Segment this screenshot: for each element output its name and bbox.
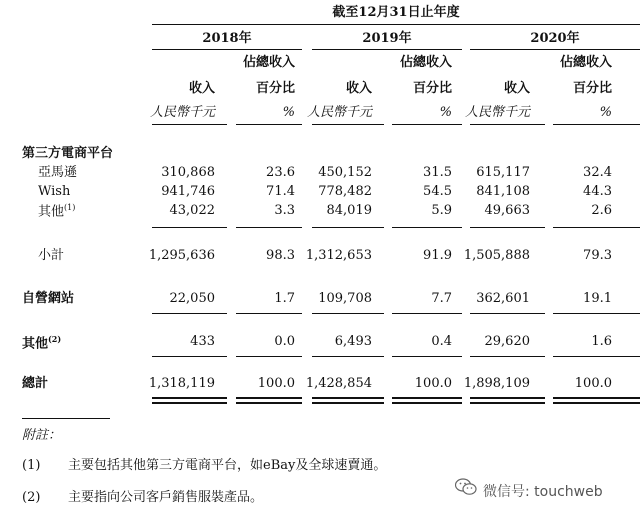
cell: 29,620 bbox=[484, 334, 530, 349]
cell: 1,318,119 bbox=[148, 376, 215, 391]
total-rule-top-2 bbox=[236, 397, 302, 399]
total-rule-top-4 bbox=[392, 397, 462, 399]
cell: 79.3 bbox=[583, 248, 612, 263]
cell: 43,022 bbox=[169, 203, 215, 218]
cell: 84,019 bbox=[326, 203, 372, 218]
unit-rule-2 bbox=[236, 124, 302, 125]
year-2020: 2020年 bbox=[530, 31, 580, 46]
others-rule-2 bbox=[236, 356, 302, 357]
unit-rule-1 bbox=[152, 124, 227, 125]
footnote-ref-2: (2) bbox=[48, 334, 62, 344]
unit-rule-3 bbox=[312, 124, 384, 125]
unit-rule-6 bbox=[553, 124, 640, 125]
cell: 44.3 bbox=[583, 184, 612, 199]
cell: 615,117 bbox=[476, 165, 530, 180]
row-label-own-site: 自營網站 bbox=[22, 291, 75, 306]
total-rule-bottom-1 bbox=[152, 402, 227, 404]
col-revenue-2019: 收入 bbox=[345, 81, 372, 96]
unit-revenue-2019: 人民幣千元 bbox=[306, 105, 372, 120]
unit-pct-2019: % bbox=[439, 105, 452, 120]
col-share-l2-2018: 百分比 bbox=[255, 81, 295, 96]
row-label-total: 總計 bbox=[22, 376, 49, 391]
note-num-1: (1) bbox=[22, 458, 41, 473]
others-rule-4 bbox=[392, 356, 462, 357]
cell: 1,428,854 bbox=[305, 376, 372, 391]
total-rule-top-5 bbox=[470, 397, 545, 399]
total-rule-bottom-6 bbox=[553, 402, 640, 404]
subtotal-rule-3 bbox=[312, 227, 384, 228]
footnote-ref-1: (1) bbox=[64, 203, 76, 212]
others-rule-1 bbox=[152, 356, 227, 357]
col-share-l2-2019: 百分比 bbox=[412, 81, 452, 96]
cell: 310,868 bbox=[161, 165, 215, 180]
cell: 1,898,109 bbox=[463, 376, 530, 391]
note-text-2: 主要指向公司客戶銷售服裝產品。 bbox=[68, 490, 264, 505]
col-share-l2-2020: 百分比 bbox=[572, 81, 612, 96]
others-rule-6 bbox=[553, 356, 640, 357]
cell: 22,050 bbox=[169, 291, 215, 306]
own-site-rule-5 bbox=[470, 313, 545, 314]
col-share-l1-2019: 佔總收入 bbox=[399, 55, 452, 70]
note-num-2: (2) bbox=[22, 490, 41, 505]
cell: 2.6 bbox=[591, 203, 612, 218]
wechat-icon bbox=[455, 478, 477, 496]
cell: 54.5 bbox=[423, 184, 452, 199]
row-label-text: 其他 bbox=[38, 204, 65, 220]
unit-revenue-2020: 人民幣千元 bbox=[464, 105, 530, 120]
year-rule-2020 bbox=[470, 49, 640, 50]
unit-revenue-2018: 人民幣千元 bbox=[149, 105, 215, 120]
own-site-rule-1 bbox=[152, 313, 227, 314]
year-2019: 2019年 bbox=[362, 31, 412, 46]
total-rule-bottom-5 bbox=[470, 402, 545, 404]
unit-pct-2018: % bbox=[282, 105, 295, 120]
note-text-1: 主要包括其他第三方電商平台，如eBay及全球速賣通。 bbox=[68, 458, 387, 473]
others-rule-5 bbox=[470, 356, 545, 357]
watermark-text: 微信号: touchweb bbox=[483, 484, 603, 500]
third-party-header: 第三方電商平台 bbox=[22, 146, 114, 161]
cell: 1,505,888 bbox=[463, 248, 530, 263]
total-rule-bottom-3 bbox=[312, 402, 384, 404]
unit-rule-4 bbox=[392, 124, 462, 125]
cell: 0.0 bbox=[274, 334, 295, 349]
cell: 0.4 bbox=[431, 334, 452, 349]
cell: 19.1 bbox=[583, 291, 612, 306]
header-rule bbox=[152, 24, 640, 25]
col-share-l1-2018: 佔總收入 bbox=[242, 55, 295, 70]
cell: 3.3 bbox=[274, 203, 295, 218]
subtotal-rule-5 bbox=[470, 227, 545, 228]
cell: 100.0 bbox=[414, 376, 452, 391]
cell: 7.7 bbox=[431, 291, 452, 306]
unit-pct-2020: % bbox=[599, 105, 612, 120]
notes-separator bbox=[22, 418, 110, 419]
cell: 32.4 bbox=[583, 165, 612, 180]
cell: 5.9 bbox=[431, 203, 452, 218]
cell: 100.0 bbox=[257, 376, 295, 391]
cell: 31.5 bbox=[423, 165, 452, 180]
cell: 91.9 bbox=[423, 248, 452, 263]
cell: 362,601 bbox=[476, 291, 530, 306]
row-label-text: 其他 bbox=[22, 336, 49, 352]
own-site-rule-6 bbox=[553, 313, 640, 314]
cell: 109,708 bbox=[318, 291, 372, 306]
cell: 100.0 bbox=[574, 376, 612, 391]
cell: 1.7 bbox=[274, 291, 295, 306]
cell: 49,663 bbox=[484, 203, 530, 218]
total-rule-bottom-4 bbox=[392, 402, 462, 404]
total-rule-top-6 bbox=[553, 397, 640, 399]
cell: 450,152 bbox=[318, 165, 372, 180]
cell: 841,108 bbox=[476, 184, 530, 199]
year-rule-2018 bbox=[152, 49, 302, 50]
total-rule-bottom-2 bbox=[236, 402, 302, 404]
notes-heading: 附註： bbox=[22, 428, 62, 443]
row-label-others-platform bbox=[38, 204, 75, 218]
cell: 6,493 bbox=[334, 334, 372, 349]
period-title: 截至12月31日止年度 bbox=[332, 5, 460, 20]
cell: 1.6 bbox=[591, 334, 612, 349]
total-rule-top-3 bbox=[312, 397, 384, 399]
cell: 1,295,636 bbox=[148, 248, 215, 263]
unit-rule-5 bbox=[470, 124, 545, 125]
own-site-rule-4 bbox=[392, 313, 462, 314]
own-site-rule-3 bbox=[312, 313, 384, 314]
col-revenue-2020: 收入 bbox=[503, 81, 530, 96]
row-label-wish: Wish bbox=[38, 184, 71, 199]
subtotal-rule-6 bbox=[553, 227, 640, 228]
row-label-others bbox=[22, 335, 61, 350]
cell: 71.4 bbox=[266, 184, 295, 199]
subtotal-rule-4 bbox=[392, 227, 462, 228]
cell: 23.6 bbox=[266, 165, 295, 180]
own-site-rule-2 bbox=[236, 313, 302, 314]
cell: 1,312,653 bbox=[305, 248, 372, 263]
cell: 941,746 bbox=[161, 184, 215, 199]
col-share-l1-2020: 佔總收入 bbox=[559, 55, 612, 70]
total-rule-top-1 bbox=[152, 397, 227, 399]
col-revenue-2018: 收入 bbox=[188, 81, 215, 96]
subtotal-rule-2 bbox=[236, 227, 302, 228]
cell: 98.3 bbox=[266, 248, 295, 263]
cell: 433 bbox=[190, 334, 215, 349]
others-rule-3 bbox=[312, 356, 384, 357]
cell: 778,482 bbox=[318, 184, 372, 199]
year-2018: 2018年 bbox=[202, 31, 252, 46]
subtotal-rule-1 bbox=[152, 227, 227, 228]
row-label-subtotal: 小計 bbox=[38, 248, 65, 263]
year-rule-2019 bbox=[312, 49, 462, 50]
row-label-amazon: 亞馬遜 bbox=[38, 165, 78, 180]
